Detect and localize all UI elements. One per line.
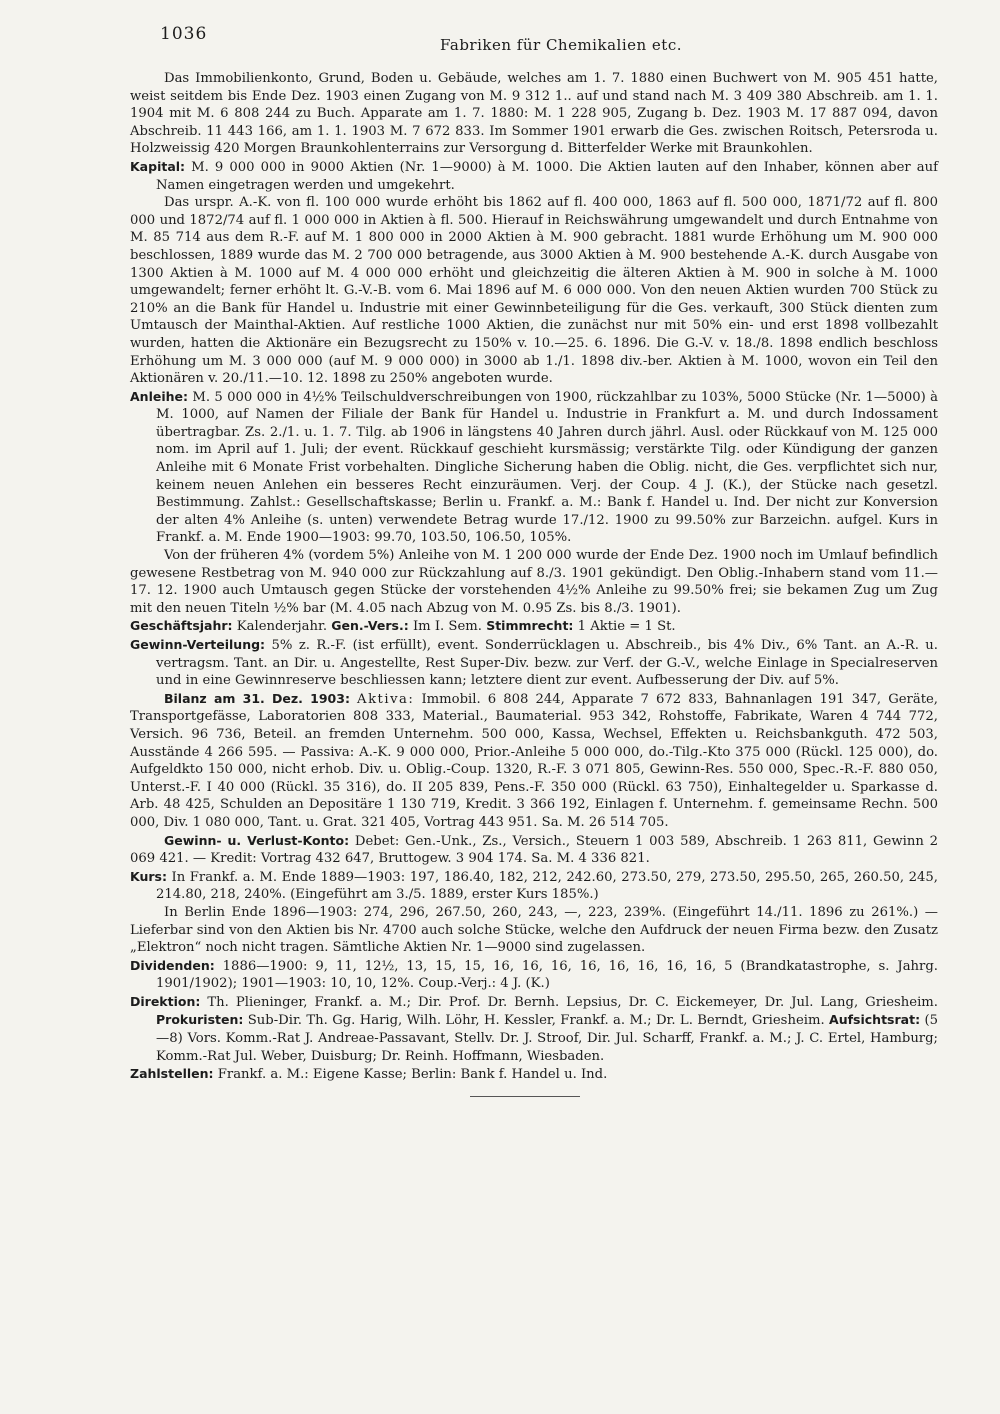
text-bilanz: Immobil. 6 808 244, Apparate 7 672 833, Bahnanlagen 191 347, Geräte, Transportgefässe, Laboratorien 808 333, Material., Baumaterial. 953 342, Rohstoffe, Fabrikate, Waren 4 744 772, Versich. 96 736, Beteil. an fremden Unternehm. 500 000, Kassa, Wechsel, Effekten u. Reichsbankguth. 472 503, Ausstände 4 266 595. — Passiva: A.-K. 9 000 000, Prior.-Anleihe 5 000 000, do.-Tilg.-Kto 375 000 (Rückl. 125 000), do. Aufgeldkto 150 000, nicht erhob. Div. u. Oblig.-Coup. 1320, R.-F. 3 071 805, Gewinn-Res. 550 000, Spec.-R.-F. 880 050, Unterst.-F. I 40 000 (Rückl. 35 316), do. II 205 839, Pens.-F. 350 000 (Rückl. 63 750), Einhaltegelder u. Sparkasse d. Arb. 48 425, Schulden an Depositäre 1 130 719, Kredit. 3 366 192, Einlagen f. Unternehm. f. gemeinsame Rechn. 500 000, Div. 1 080 000, Tant. u. Grat. 321 405, Vortrag 443 951. Sa. M. 26 514 705. <box>130 691 939 830</box>
label-aktiva: Aktiva: <box>357 691 415 707</box>
label-anleihe: Anleihe: <box>130 388 188 404</box>
section-bilanz <box>130 690 938 832</box>
label-aufsichtsrat: Aufsichtsrat: <box>829 1012 921 1028</box>
section-geschaeftsjahr <box>130 617 938 636</box>
text-gewinn-verteilung: 5% z. R.-F. (ist erfüllt), event. Sonderrücklagen u. Abschreib., bis 4% Div., 6% Tant. an A.-R. u. vertragsm. Tant. an Dir. u. Angestellte, Rest Super-Div. bezw. zur Verf. der G.-V., welche Einlage in Specialreserven und in eine Gewinnreserve beschliessen kann; letztere dient zur event. Aufbesserung der Div. auf 5%. <box>156 638 938 689</box>
section-kapital <box>130 158 938 194</box>
label-kurs: Kurs: <box>130 868 167 884</box>
page-header <box>130 24 938 70</box>
label-direktion: Direktion: <box>130 993 201 1009</box>
label-stimmrecht: Stimmrecht: <box>486 618 574 634</box>
label-kapital: Kapital: <box>130 158 186 174</box>
text-anleihe: M. 5 000 000 in 4½% Teilschuldverschreibungen von 1900, rückzahlbar zu 103%, 5000 Stücke (Nr. 1—5000) à M. 1000, auf Namen der Filiale der Bank für Handel u. Industrie in Frankfurt a. M. und durch Indossament übertragbar. Zs. 2./1. u. 1. 7. Tilg. ab 1906 in längstens 40 Jahren durch jährl. Ausl. oder Rückkauf von M. 125 000 nom. im April auf 1. Juli; der event. Rückkauf geschieht kursmässig; verstärkte Tilg. oder Kündigung der ganzen Anleihe mit 6 Monate Frist vorbehalten. Dingliche Sicherung haben die Oblig. nicht, die Ges. verpflichtet sich nur, keinem neuen Anlehen ein besseres Recht einzuräumen. Verj. der Coup. 4 J. (K.), der Stücke nach gesetzl. Bestimmung. Zahlst.: Gesellschaftskasse; Berlin u. Frankf. a. M.: Bank f. Handel u. Ind. Der nicht zur Konversion der alten 4% Anleihe (s. unten) verwendete Betrag wurde 17./12. 1900 zu 99.50% zur Barzeichn. aufgel. Kurs in Frankf. a. M. Ende 1900—1903: 99.70, 103.50, 106.50, 105%. <box>156 389 938 546</box>
text-kapital: M. 9 000 000 in 9000 Aktien (Nr. 1—9000) à M. 1000. Die Aktien lauten auf den Inhaber, können aber auf Namen eingetragen werden und umgekehrt. <box>156 159 938 193</box>
text-kurs: In Frankf. a. M. Ende 1889—1903: 197, 186.40, 182, 212, 242.60, 273.50, 279, 273.50, 295.50, 265, 260.50, 245, 214.80, 218, 240%. (Eingeführt am 3./5. 1889, erster Kurs 185%.) <box>156 869 938 903</box>
label-geschaeftsjahr: Geschäftsjahr: <box>130 618 233 634</box>
end-rule <box>470 1096 580 1097</box>
section-direktion <box>130 993 938 1065</box>
section-dividenden <box>130 957 938 993</box>
text-gewinn-verlust: Debet: Gen.-Unk., Zs., Versich., Steuern 1 003 589, Abschreib. 1 263 811, Gewinn 2 069 421. — Kredit: Vortrag 432 647, Bruttogew. 3 904 174. Sa. M. 4 336 821. <box>130 833 939 867</box>
label-gen-vers: Gen.-Vers.: <box>331 618 409 634</box>
text-direktion: Th. Plieninger, Frankf. a. M.; Dir. Prof. Dr. Bernh. Lepsius, Dr. C. Eickemeyer, Dr. Jul. Lang, Griesheim. <box>207 994 938 1010</box>
label-bilanz: Bilanz am 31. Dez. 1903: <box>164 690 350 706</box>
running-title: Fabriken für Chemikalien etc. <box>440 36 682 54</box>
section-zahlstellen <box>130 1065 938 1084</box>
text-aufsichtsrat: (5—8) Vors. Komm.-Rat J. Andreae-Passavant, Stellv. Dr. J. Stroof, Dir. Jul. Scharff, Frankf. a. M.; J. C. Ertel, Hamburg; Komm.-Rat Jul. Weber, Duisburg; Dr. Reinh. Hoffmann, Wiesbaden. <box>156 1013 938 1064</box>
label-dividenden: Dividenden: <box>130 957 215 973</box>
text-prokuristen: Sub-Dir. Th. Gg. Harig, Wilh. Löhr, H. Kessler, Frankf. a. M.; Dr. L. Berndt, Griesheim. <box>247 1013 825 1029</box>
label-gewinn-verlust: Gewinn- u. Verlust-Konto: <box>164 832 350 848</box>
text-stimmrecht: 1 Aktie = 1 St. <box>577 619 676 635</box>
section-anleihe <box>130 388 938 547</box>
paragraph-kapital-history: Das urspr. A.-K. von fl. 100 000 wurde erhöht bis 1862 auf fl. 400 000, 1863 auf fl. 500 000, 1871/72 auf fl. 800 000 und 1872/74 auf fl. 1 000 000 in Aktien à fl. 500. Hierauf in Reichswährung umgewandelt und durch Entnahme von M. 85 714 aus dem R.-F. auf M. 1 800 000 in 2000 Aktien à M. 900 gebracht. 1881 wurde Erhöhung um M. 900 000 beschlossen, 1889 wurde das M. 2 700 000 betragende, aus 3000 Aktien à M. 900 bestehende A.-K. durch Ausgabe von 1300 Aktien à M. 1000 auf M. 4 000 000 erhöht und gleichzeitig die älteren Aktien à M. 900 in solche à M. 1000 umgewandelt; ferner erhöht lt. G.-V.-B. vom 6. Mai 1896 auf M. 6 000 000. Von den neuen Aktien wurden 700 Stück zu 210% an die Bank für Handel u. Industrie mit einer Gewinnbeteiligung für die Ges. verkauft, 300 Stück dienten zum Umtausch der Mainthal-Aktien. Auf restliche 1000 Aktien, die zunächst nur mit 50% ein- und erst 1898 vollbezahlt wurden, hatten die Aktionäre ein Bezugsrecht zu 150% v. 10.—25. 6. 1896. Die G.-V. v. 18./8. 1898 endlich beschloss Erhöhung um M. 3 000 000 (auf M. 9 000 000) in 3000 ab 1./1. 1898 div.-ber. Aktien à M. 1000, wovon ein Teil den Aktionären v. 20./11.—10. 12. 1898 zu 250% angeboten wurde. <box>130 195 938 387</box>
text-gen-vers: Im I. Sem. <box>412 619 482 635</box>
section-kurs <box>130 868 938 904</box>
label-zahlstellen: Zahlstellen: <box>130 1066 214 1082</box>
article-body <box>130 70 938 1097</box>
paragraph-kurs-berlin: In Berlin Ende 1896—1903: 274, 296, 267.50, 260, 243, —, 223, 239%. (Eingeführt 14./11. 1896 zu 261%.) — Lieferbar sind von den Aktien bis Nr. 4700 auch solche Stücke, welche den Aufdruck der neuen Firma bezw. den Zusatz „Elektron“ noch nicht tragen. Sämtliche Aktien Nr. 1—9000 sind zugelassen. <box>130 904 938 956</box>
label-gewinn-verteilung: Gewinn-Verteilung: <box>130 637 266 652</box>
paragraph-anleihe-old: Von der früheren 4% (vordem 5%) Anleihe von M. 1 200 000 wurde der Ende Dez. 1900 noch im Umlauf befindlich gewesene Restbetrag von M. 940 000 zur Rückzahlung auf 8./3. 1901 gekündigt. Den Oblig.-Inhabern stand vom 11.—17. 12. 1900 auch Umtausch gegen Stücke der vorstehenden 4½% Anleihe zu 99.50% frei; sie bekamen Zug um Zug mit den neuen Titeln ½% bar (M. 4.05 nach Abzug von M. 0.95 Zs. bis 8./3. 1901). <box>130 548 938 616</box>
text-zahlstellen: Frankf. a. M.: Eigene Kasse; Berlin: Bank f. Handel u. Ind. <box>217 1067 608 1083</box>
section-gewinn-verteilung <box>130 636 938 690</box>
paragraph-immobilien: Das Immobilienkonto, Grund, Boden u. Gebäude, welches am 1. 7. 1880 einen Buchwert von M. 905 451 hatte, weist seitdem bis Ende Dez. 1903 einen Zugang von M. 9 312 1.. auf und stand nach M. 3 409 380 Abschreib. am 1. 1. 1904 mit M. 6 808 244 zu Buch. Apparate am 1. 7. 1880: M. 1 228 905, Zugang b. Dez. 1903 M. 17 887 094, davon Abschreib. 11 443 166, am 1. 1. 1903 M. 7 672 833. Im Sommer 1901 erwarb die Ges. zwischen Roitsch, Petersroda u. Holzweissig 420 Morgen Braunkohlenterrains zur Versorgung d. Bitterfelder Werke mit Braunkohlen. <box>130 71 938 157</box>
text-geschaeftsjahr: Kalenderjahr. <box>236 619 328 635</box>
page-number: 1036 <box>160 24 208 44</box>
section-gewinn-verlust <box>130 832 938 868</box>
text-dividenden: 1886—1900: 9, 11, 12½, 13, 15, 15, 16, 16, 16, 16, 16, 16, 16, 16, 5 (Brandkatastrophe, s. Jahrg. 1901/1902); 1901—1903: 10, 10, 12%. Coup.-Verj.: 4 J. (K.) <box>156 958 938 992</box>
label-prokuristen: Prokuristen: <box>156 1012 244 1028</box>
